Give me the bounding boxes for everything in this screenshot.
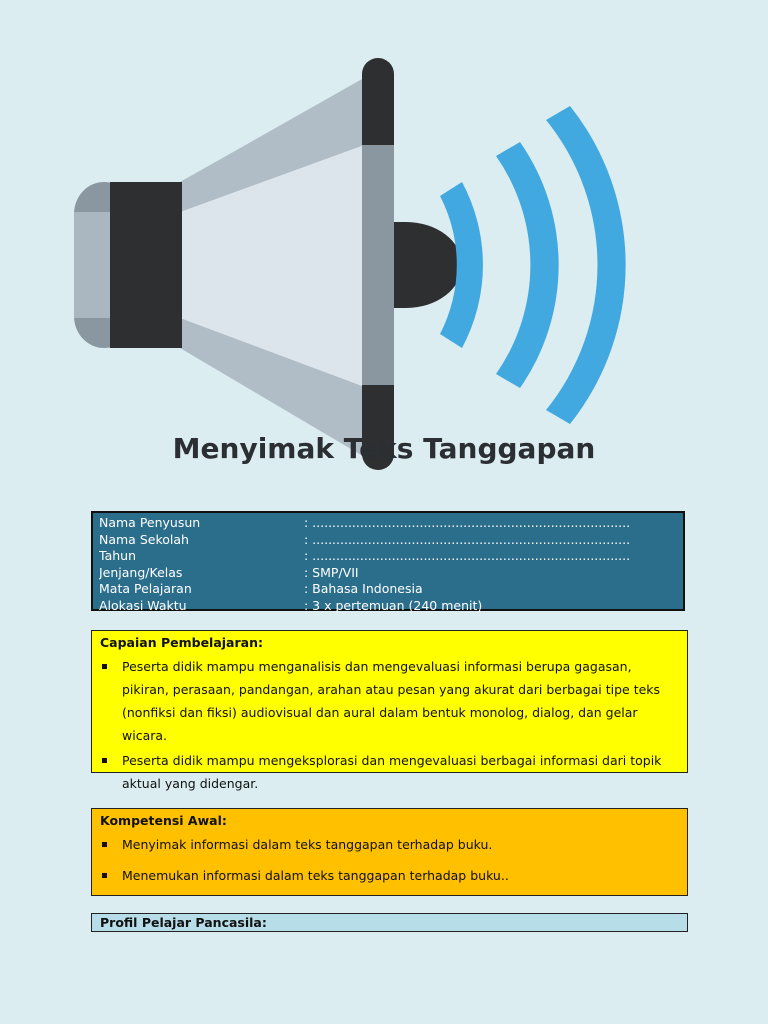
capaian-heading: Capaian Pembelajaran: <box>100 635 263 650</box>
profil-box <box>91 913 688 932</box>
info-value: : ................................................................................ <box>304 531 631 547</box>
kompetensi-list <box>100 833 679 887</box>
info-row <box>99 581 677 598</box>
info-row <box>99 515 677 532</box>
info-label: Nama Penyusun <box>99 515 201 530</box>
info-value: : ................................................................................ <box>304 515 631 530</box>
info-label: Mata Pelajaran <box>99 581 192 597</box>
info-value: : 3 x pertemuan (240 menit) <box>304 597 483 613</box>
info-row <box>99 532 677 549</box>
capaian-box <box>91 630 688 791</box>
capaian-list <box>100 655 679 795</box>
info-row <box>99 598 677 615</box>
info-row <box>99 548 677 565</box>
info-label: Nama Sekolah <box>99 531 189 547</box>
kompetensi-box <box>91 808 688 896</box>
list-item: Menyimak informasi dalam teks tanggapan terhadap buku. <box>100 833 679 856</box>
info-value: : ................................................................................ <box>304 548 631 564</box>
list-item: Menemukan informasi dalam teks tanggapan terhadap buku.. <box>100 864 679 887</box>
speaker-volume-icon <box>0 0 768 480</box>
info-value: : SMP/VII <box>304 564 359 580</box>
list-item: Peserta didik mampu mengeksplorasi dan mengevaluasi berbagai informasi dari topik aktual yang didengar. <box>100 749 679 795</box>
page-title: Menyimak Teks Tanggapan <box>172 432 596 465</box>
kompetensi-heading: Kompetensi Awal: <box>100 813 227 828</box>
profil-heading: Profil Pelajar Pancasila: <box>100 915 267 930</box>
info-label: Alokasi Waktu <box>99 597 187 613</box>
info-label: Tahun <box>99 548 136 564</box>
list-item: Peserta didik mampu menganalisis dan mengevaluasi informasi berupa gagasan, pikiran, perasaan, pandangan, arahan atau pesan yang akurat dari berbagai tipe teks (nonfiksi dan fiksi) audiovisual dan aural dalam bentuk monolog, dialog, dan gelar wicara. <box>100 655 679 747</box>
info-value: : Bahasa Indonesia <box>304 581 423 597</box>
info-label: Jenjang/Kelas <box>99 564 183 580</box>
info-table <box>91 511 685 611</box>
info-row <box>99 565 677 582</box>
